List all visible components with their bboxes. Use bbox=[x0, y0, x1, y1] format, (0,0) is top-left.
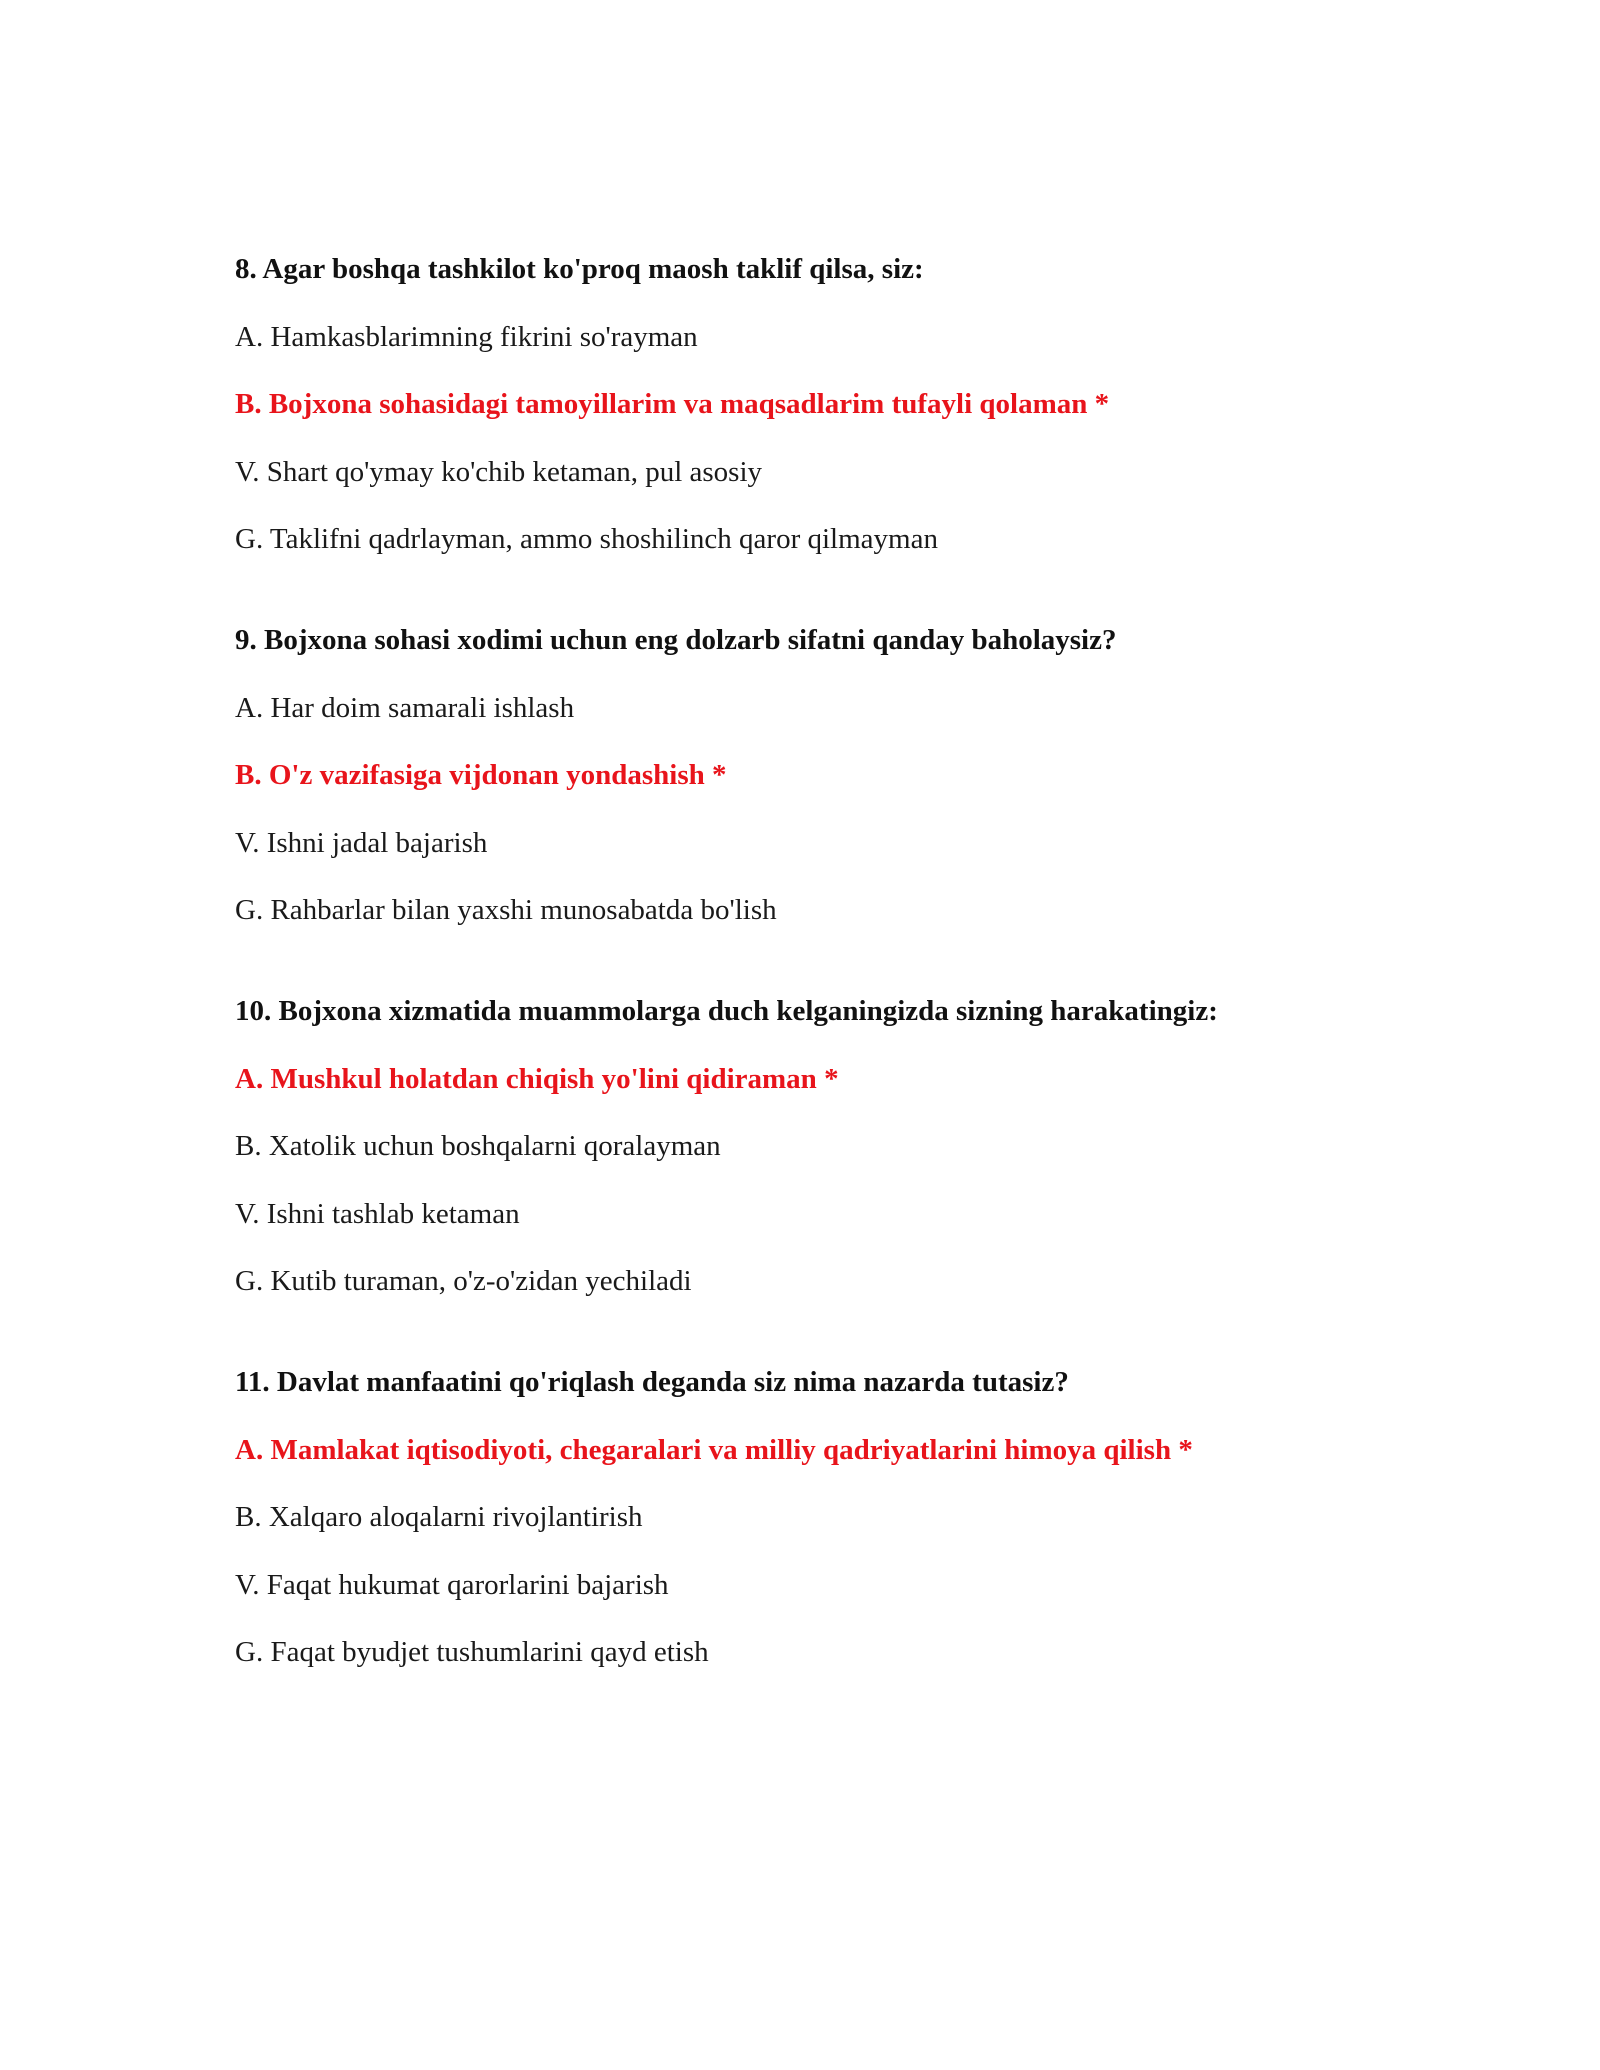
question-text: 10. Bojxona xizmatida muammolarga duch kelganingizda sizning harakatingiz: bbox=[235, 995, 1218, 1027]
option-a-correct: A. Mushkul holatdan chiqish yo'lini qidiraman * bbox=[235, 1062, 839, 1095]
option-b-correct: B. Bojxona sohasidagi tamoyillarim va maqsadlarim tufayli qolaman * bbox=[235, 388, 1110, 420]
option-g: G. Rahbarlar bilan yaxshi munosabatda bo'lish bbox=[235, 894, 777, 926]
option-b: B. Xatolik uchun boshqalarni qoralayman bbox=[235, 1130, 721, 1162]
quiz-content bbox=[235, 252, 1485, 1736]
question-text: 8. Agar boshqa tashkilot ko'proq maosh taklif qilsa, siz: bbox=[235, 253, 924, 285]
question-9 bbox=[235, 623, 1485, 927]
option-a-correct: A. Mamlakat iqtisodiyoti, chegaralari va milliy qadriyatlarini himoya qilish * bbox=[235, 1433, 1193, 1466]
question-11 bbox=[235, 1365, 1485, 1669]
option-v: V. Faqat hukumat qarorlarini bajarish bbox=[235, 1568, 669, 1601]
question-8 bbox=[235, 252, 1485, 556]
option-g: G. Taklifni qadrlayman, ammo shoshilinch qaror qilmayman bbox=[235, 523, 938, 555]
question-text: 11. Davlat manfaatini qo'riqlash deganda siz nima nazarda tutasiz? bbox=[235, 1366, 1069, 1398]
question-10 bbox=[235, 994, 1485, 1298]
option-v: V. Shart qo'ymay ko'chib ketaman, pul asosiy bbox=[235, 455, 763, 488]
option-v: V. Ishni jadal bajarish bbox=[235, 826, 488, 859]
option-b: B. Xalqaro aloqalarni rivojlantirish bbox=[235, 1501, 643, 1533]
question-text: 9. Bojxona sohasi xodimi uchun eng dolzarb sifatni qanday baholaysiz? bbox=[235, 624, 1117, 656]
option-g: G. Kutib turaman, o'z-o'zidan yechiladi bbox=[235, 1265, 692, 1297]
option-g: G. Faqat byudjet tushumlarini qayd etish bbox=[235, 1636, 709, 1668]
option-a: A. Har doim samarali ishlash bbox=[235, 691, 575, 724]
option-a: A. Hamkasblarimning fikrini so'rayman bbox=[235, 320, 698, 353]
option-v: V. Ishni tashlab ketaman bbox=[235, 1197, 520, 1230]
option-b-correct: B. O'z vazifasiga vijdonan yondashish * bbox=[235, 759, 727, 791]
